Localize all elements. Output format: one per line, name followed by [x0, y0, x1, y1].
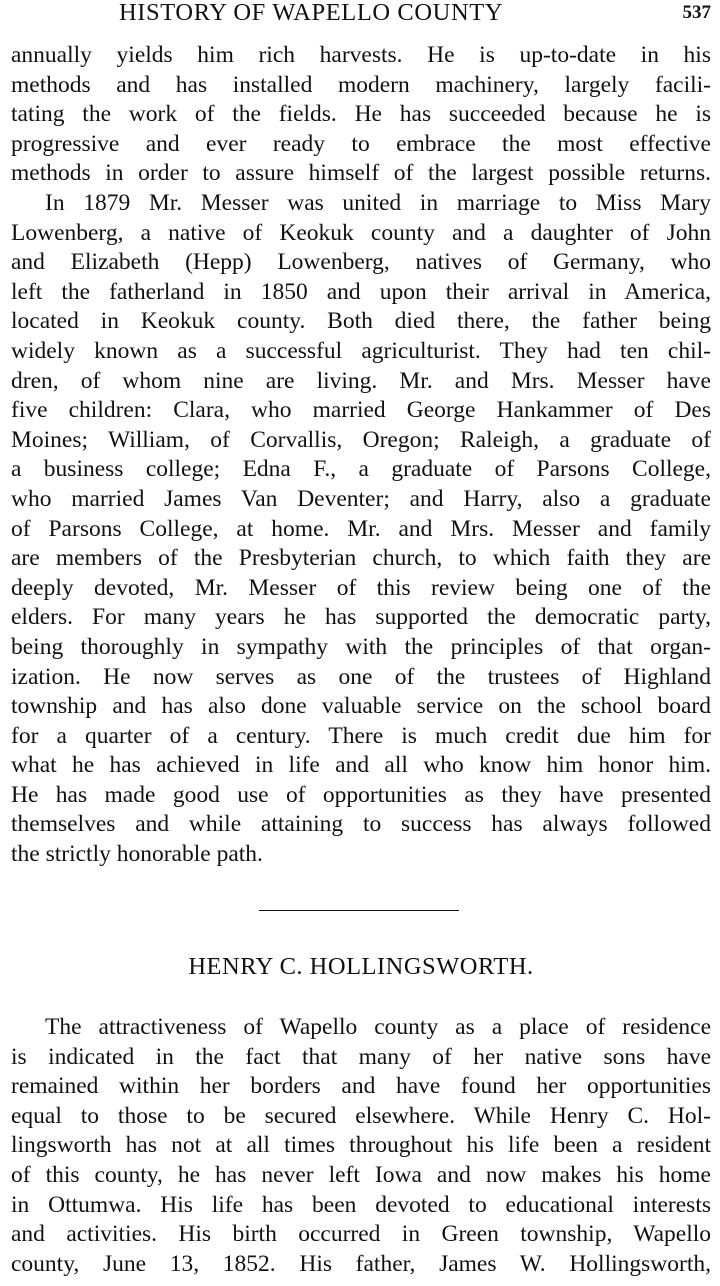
text-line: progressive and ever ready to embrace the most effective [11, 130, 711, 157]
text-line: themselves and while attaining to success has always followed [11, 811, 711, 838]
text-line: He has made good use of opportunities as they have presented [11, 781, 711, 808]
text-line: widely known as a successful agriculturist. They had ten chil- [11, 337, 711, 364]
text-line: a business college; Edna F., a graduate of Parsons College, [11, 456, 711, 483]
text-line: tating the work of the fields. He has succeeded because he is [11, 101, 711, 128]
book-page [11, 0, 711, 1286]
text-line: equal to those to be secured elsewhere. While Henry C. Hol- [11, 1102, 711, 1129]
section-divider [259, 910, 459, 911]
text-line: what he has achieved in life and all who know him honor him. [11, 752, 711, 779]
text-line: In 1879 Mr. Messer was united in marriage to Miss Mary [45, 190, 711, 216]
paragraph-continued [11, 41, 711, 189]
text-line: deeply devoted, Mr. Messer of this review being one of the [11, 574, 711, 601]
text-line: methods in order to assure himself of the largest possible returns. [11, 160, 711, 187]
text-line: lingsworth has not at all times throughout his life been a resident [11, 1132, 711, 1159]
paragraph-messer-family [11, 189, 711, 870]
text-line: county, June 13, 1852. His father, James W. Hollingsworth, [11, 1250, 711, 1277]
text-line: who married James Van Deventer; and Harry, also a graduate [11, 485, 711, 512]
text-line: annually yields him rich harvests. He is up-to-date in his [11, 42, 711, 68]
section-heading: HENRY C. HOLLINGSWORTH. [188, 953, 534, 980]
text-line: Moines; William, of Corvallis, Oregon; Raleigh, a graduate of [11, 426, 711, 453]
paragraph-hollingsworth [11, 1013, 711, 1279]
running-head [11, 0, 711, 30]
text-line: township and has also done valuable service on the school board [11, 693, 711, 720]
text-line: Lowenberg, a native of Keokuk county and a daughter of John [11, 219, 711, 246]
page-number: 537 [682, 2, 711, 23]
text-line: The attractiveness of Wapello county as a place of residence [45, 1014, 711, 1040]
text-line: is indicated in the fact that many of her native sons have [11, 1043, 711, 1070]
text-line: of this county, he has never left Iowa and now makes his home [11, 1161, 711, 1188]
text-line: and Elizabeth (Hepp) Lowenberg, natives of Germany, who [11, 249, 711, 276]
text-line: remained within her borders and have found her opportunities [11, 1073, 711, 1100]
text-line: being thoroughly in sympathy with the principles of that organ- [11, 633, 711, 660]
text-line: for a quarter of a century. There is much credit due him for [11, 722, 711, 749]
text-line: methods and has installed modern machinery, largely facili- [11, 71, 711, 98]
text-line: elders. For many years he has supported the democratic party, [11, 604, 711, 631]
text-line: the strictly honorable path. [11, 841, 263, 868]
text-line: in Ottumwa. His life has been devoted to educational interests [11, 1191, 711, 1218]
text-line: located in Keokuk county. Both died there, the father being [11, 308, 711, 335]
text-line: five children: Clara, who married George Hankammer of Des [11, 397, 711, 424]
text-line: dren, of whom nine are living. Mr. and Mrs. Messer have [11, 367, 711, 394]
text-line: left the fatherland in 1850 and upon their arrival in America, [11, 278, 711, 305]
running-title: HISTORY OF WAPELLO COUNTY [119, 0, 504, 26]
text-line: ization. He now serves as one of the trustees of Highland [11, 663, 711, 690]
text-line: are members of the Presbyterian church, to which faith they are [11, 545, 711, 572]
text-line: of Parsons College, at home. Mr. and Mrs. Messer and family [11, 515, 711, 542]
text-line: and activities. His birth occurred in Green township, Wapello [11, 1221, 711, 1248]
